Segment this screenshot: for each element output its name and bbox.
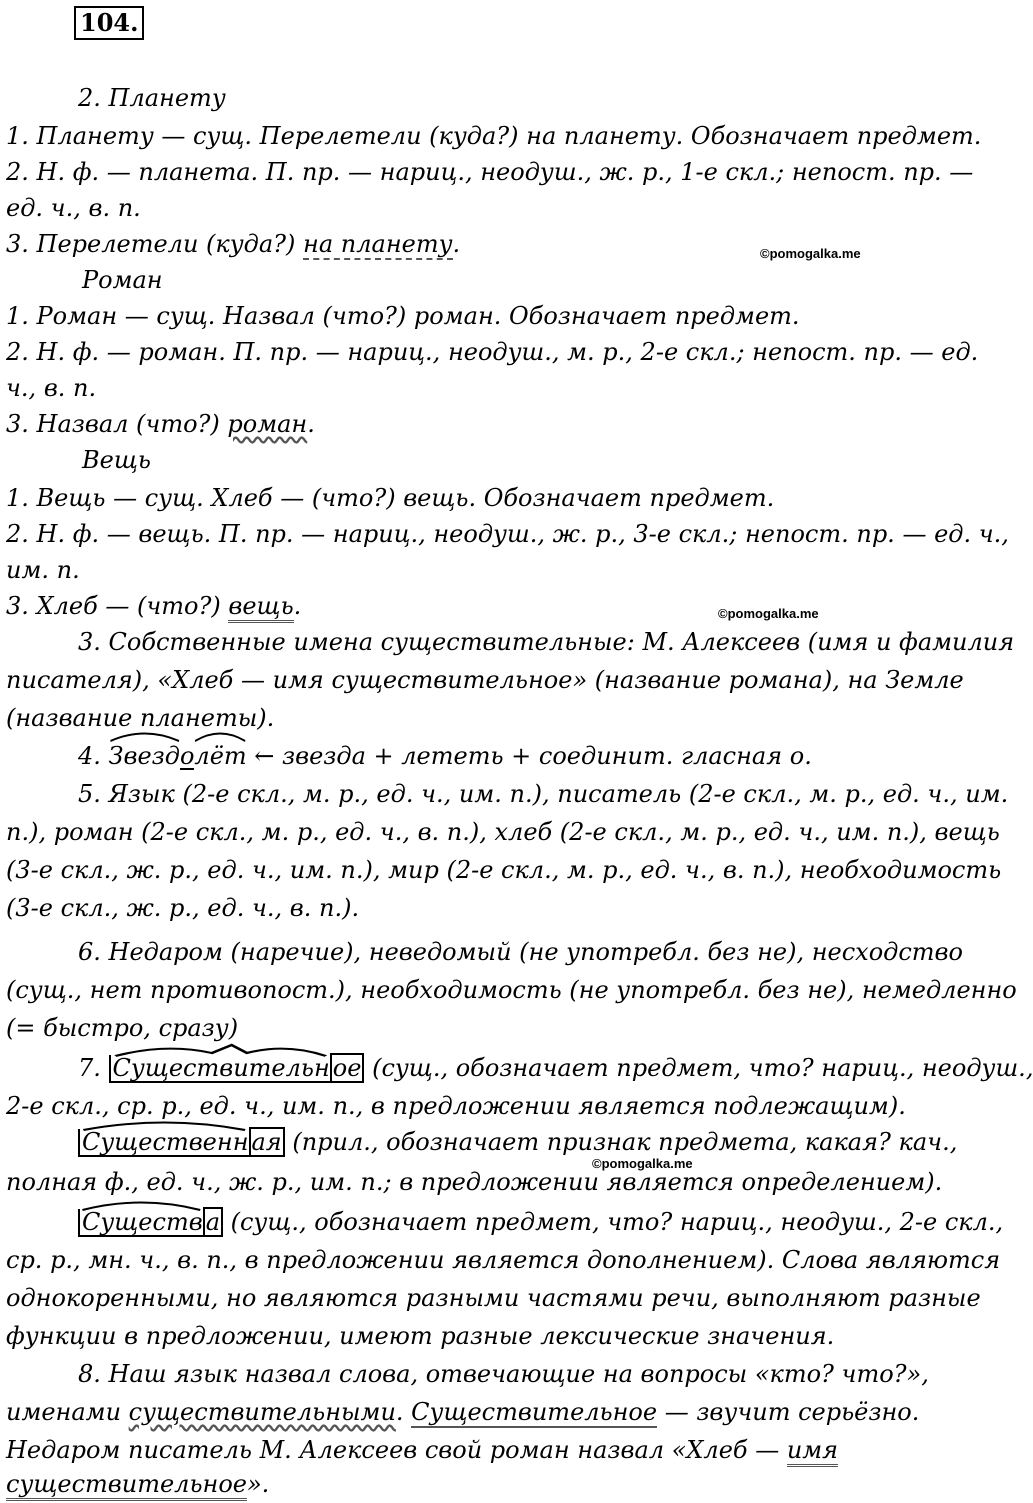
word-heading-novel: Роман — [82, 266, 163, 294]
text-line: писателя), «Хлеб — имя существительное» (название романа), на Земле — [6, 666, 964, 694]
adverbial-underline: на планету — [303, 230, 453, 258]
text-line: 2-е скл., ср. р., ед. ч., им. п., в предложении является подлежащим). — [6, 1092, 906, 1120]
watermark: ©pomogalka.me — [718, 606, 819, 621]
modifier-underline: существительными — [128, 1398, 396, 1426]
word-ending: а — [203, 1207, 223, 1237]
text-line: 2. Н. ф. — планета. П. пр. — нариц., неодуш., ж. р., 1-е скл.; непост. пр. — — [6, 158, 974, 186]
text-line: им. п. — [6, 556, 80, 584]
text-line: ед. ч., в. п. — [6, 194, 141, 222]
text-line: ч., в. п. — [6, 374, 97, 402]
word-stem: Существительн — [109, 1055, 330, 1083]
root-mark: Звезд — [109, 740, 180, 772]
text-line: 2. Н. ф. — роман. П. пр. — нариц., неодуш., м. р., 2-е скл.; непост. пр. — ед. — [6, 338, 979, 366]
predicate-underline: имя — [787, 1436, 838, 1467]
task-number: 104. — [74, 6, 144, 40]
text-line: 7. Существительн ое (сущ., обозначает предмет, что? нариц., неодуш., — [78, 1052, 1033, 1084]
object-underline: роман — [227, 410, 308, 438]
word-ending: ое — [330, 1053, 365, 1083]
text-line: именами существительными. Существительное — звучит серьёзно. — [6, 1398, 920, 1426]
text-line: 3. Перелетели (куда?) на планету. — [6, 230, 461, 258]
text-line: 1. Планету — сущ. Перелетели (куда?) на планету. Обозначает предмет. — [6, 122, 982, 150]
text-line: п.), роман (2-е скл., м. р., ед. ч., в. п.), хлеб (2-е скл., м. р., ед. ч., им. п.), вещь — [6, 818, 1000, 846]
text-line: (= быстро, сразу) — [6, 1014, 239, 1042]
text-line: 6. Недаром (наречие), неведомый (не употребл. без не), несходство — [78, 938, 963, 966]
predicate-underline: вещь — [228, 592, 293, 623]
text-line: 5. Язык (2-е скл., м. р., ед. ч., им. п.), писатель (2-е скл., м. р., ед. ч., им. — [78, 780, 1009, 808]
predicate-underline: существительное — [6, 1470, 247, 1501]
text-line: 2. Н. ф. — вещь. П. пр. — нариц., неодуш., ж. р., 3-е скл.; непост. пр. — ед. ч., — [6, 520, 1009, 548]
watermark: ©pomogalka.me — [760, 246, 861, 261]
root-mark: лёт — [194, 740, 246, 772]
text-line: 8. Наш язык назвал слова, отвечающие на вопросы «кто? что?», — [78, 1360, 929, 1388]
word-ending: ая — [249, 1127, 285, 1157]
text-line: функции в предложении, имеют разные лексические значения. — [6, 1322, 835, 1350]
text-line: 1. Вещь — сущ. Хлеб — (что?) вещь. Обозначает предмет. — [6, 484, 775, 512]
text-line: существительное». — [6, 1468, 269, 1500]
text-line: ср. р., мн. ч., в. п., в предложении является дополнением). Слова являются — [6, 1246, 1001, 1274]
text-line: полная ф., ед. ч., ж. р., им. п.; в предложении является определением). — [6, 1168, 943, 1196]
text-line: (сущ., нет противопост.), необходимость (не употребл. без не), немедленно — [6, 976, 1017, 1004]
text-line: 3. Назвал (что?) роман. — [6, 410, 315, 438]
text-line: однокоренными, но являются разными частями речи, выполняют разные — [6, 1284, 981, 1312]
watermark: ©pomogalka.me — [592, 1156, 693, 1171]
subject-underline: Существительное — [411, 1398, 658, 1426]
text-line: (название планеты). — [6, 704, 275, 732]
word-stem: Существенн — [78, 1129, 249, 1157]
text-line: 4. Звездо лёт ← звезда + лететь + соединит. гласная о. — [78, 740, 812, 772]
text-line: (3-е скл., ж. р., ед. ч., в. п.). — [6, 894, 360, 922]
text-line: Недаром писатель М. Алексеев свой роман назвал «Хлеб — имя — [6, 1434, 838, 1466]
text-line: 1. Роман — сущ. Назвал (что?) роман. Обозначает предмет. — [6, 302, 800, 330]
text-line: 3. Хлеб — (что?) вещь. — [6, 590, 301, 622]
word-heading-thing: Вещь — [82, 446, 151, 474]
word-heading-planet: 2. Планету — [78, 84, 226, 112]
text-line: Существ а (сущ., обозначает предмет, что? нариц., неодуш., 2-е скл., — [78, 1206, 1003, 1238]
connecting-vowel: о — [179, 742, 195, 770]
text-line: 3. Собственные имена существительные: М. Алексеев (имя и фамилия — [78, 628, 1015, 656]
text-line: Существенн ая (прил., обозначает признак предмета, какая? кач., — [78, 1126, 957, 1158]
word-stem: Существ — [78, 1209, 203, 1237]
text-line: (3-е скл., ж. р., ед. ч., им. п.), мир (2-е скл., м. р., ед. ч., в. п.), необходимость — [6, 856, 1002, 884]
